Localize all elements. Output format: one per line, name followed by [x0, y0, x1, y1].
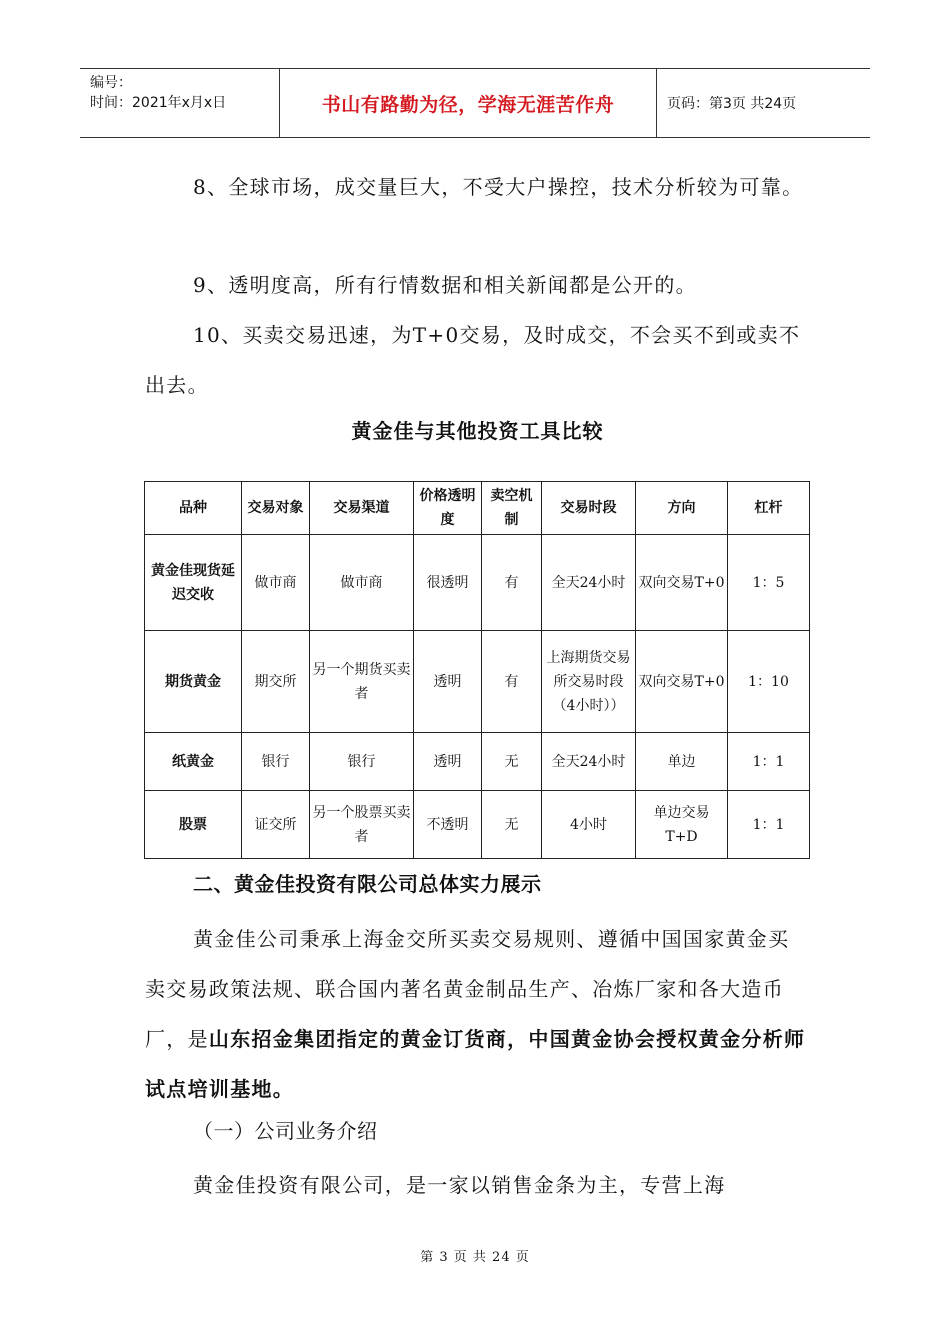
table-cell: 股票	[145, 791, 242, 859]
header-cell: 交易对象	[242, 482, 310, 535]
table-cell: 上海期货交易所交易时段（4小时））	[542, 631, 636, 733]
table-cell: 透明	[414, 631, 482, 733]
table-cell: 很透明	[414, 535, 482, 631]
table-cell: 有	[482, 631, 542, 733]
table-row	[145, 733, 810, 791]
table-cell: 无	[482, 733, 542, 791]
intro-text: 黄金佳公司秉承上海金交所买卖交易规则、遵循中国国家黄金买卖交易政策法规、联合国内著名黄金制品生产、冶炼厂家和各大造币厂，是	[145, 927, 790, 1051]
table-cell: 做市商	[242, 535, 310, 631]
table-title: 黄金佳与其他投资工具比较	[351, 419, 604, 443]
point-10: 10、买卖交易迅速，为T+0交易，及时成交，不会买不到或卖不出去。	[145, 323, 801, 397]
section-heading: 二、黄金佳投资有限公司总体实力展示	[193, 872, 542, 896]
table-cell: 期交所	[242, 631, 310, 733]
table-cell: 1：10	[728, 631, 810, 733]
time-label: 时间：2021年x月x日	[90, 95, 227, 111]
table-cell: 双向交易T+0	[636, 631, 728, 733]
header-meta	[80, 69, 280, 137]
point-9: 9、透明度高，所有行情数据和相关新闻都是公开的。	[193, 273, 697, 297]
table-cell: 全天24小时	[542, 733, 636, 791]
table-cell: 1：5	[728, 535, 810, 631]
table-cell: 黄金佳现货延迟交收	[145, 535, 242, 631]
table-cell: 证交所	[242, 791, 310, 859]
table-row	[145, 791, 810, 859]
page-header	[80, 68, 870, 138]
table-cell: 1：1	[728, 791, 810, 859]
table-cell: 另一个期货买卖者	[310, 631, 414, 733]
header-cell: 品种	[145, 482, 242, 535]
header-cell: 交易渠道	[310, 482, 414, 535]
table-cell: 单边交易T+D	[636, 791, 728, 859]
header-cell: 价格透明度	[414, 482, 482, 535]
point-8: 8、全球市场，成交量巨大，不受大户操控，技术分析较为可靠。	[193, 175, 804, 199]
page-footer: 第 3 页 共 24 页	[420, 1250, 530, 1265]
header-page-info: 页码：第3页 共24页	[667, 96, 797, 112]
table-cell: 银行	[242, 733, 310, 791]
table-header-row	[145, 482, 810, 535]
table-row	[145, 535, 810, 631]
header-motto: 书山有路勤为径，学海无涯苦作舟	[280, 69, 657, 137]
header-cell: 交易时段	[542, 482, 636, 535]
table-cell: 双向交易T+0	[636, 535, 728, 631]
table-cell: 做市商	[310, 535, 414, 631]
section-intro	[145, 914, 810, 1114]
table-cell: 有	[482, 535, 542, 631]
table-cell: 纸黄金	[145, 733, 242, 791]
header-cell: 卖空机制	[482, 482, 542, 535]
table-cell: 不透明	[414, 791, 482, 859]
number-label: 编号：	[90, 75, 132, 91]
subsection-heading: （一）公司业务介绍	[193, 1119, 378, 1143]
table-cell: 全天24小时	[542, 535, 636, 631]
table-cell: 银行	[310, 733, 414, 791]
intro-bold-text: 山东招金集团指定的黄金订货商，中国黄金协会授权黄金分析师试点培训基地。	[145, 1027, 806, 1101]
table-cell: 单边	[636, 733, 728, 791]
table-cell: 期货黄金	[145, 631, 242, 733]
table-row	[145, 631, 810, 733]
header-cell: 杠杆	[728, 482, 810, 535]
header-cell: 方向	[636, 482, 728, 535]
table-cell: 无	[482, 791, 542, 859]
table-cell: 另一个股票买卖者	[310, 791, 414, 859]
comparison-table	[144, 481, 810, 859]
business-paragraph: 黄金佳投资有限公司，是一家以销售金条为主，专营上海	[193, 1173, 726, 1197]
table-cell: 透明	[414, 733, 482, 791]
table-cell: 1：1	[728, 733, 810, 791]
table-cell: 4小时	[542, 791, 636, 859]
